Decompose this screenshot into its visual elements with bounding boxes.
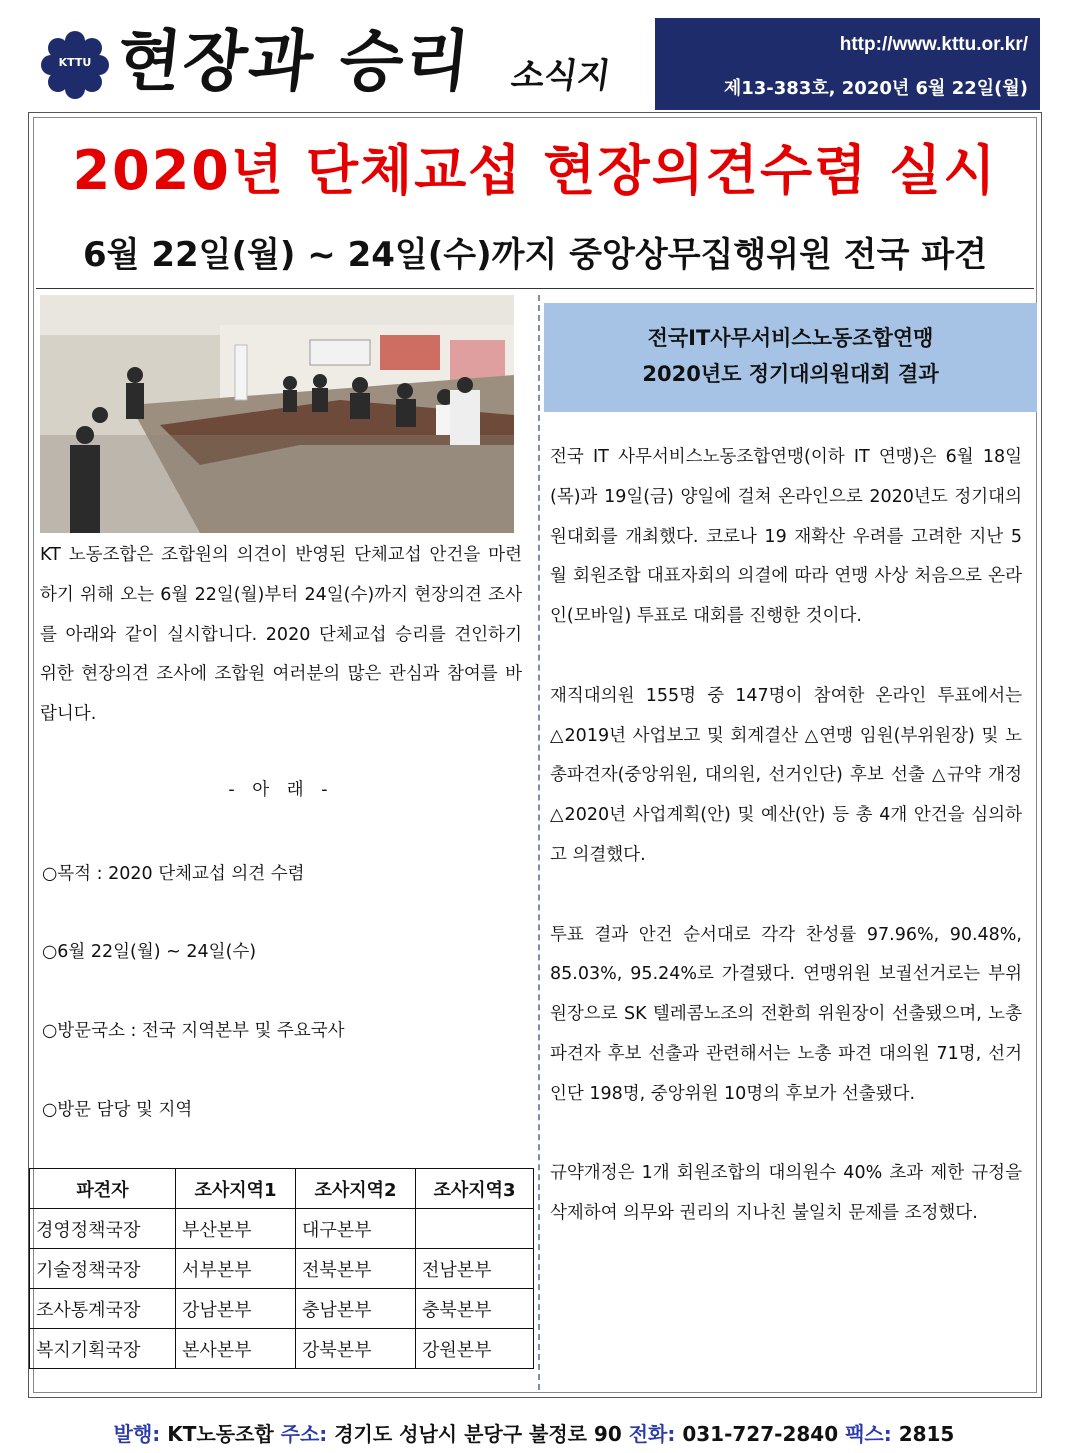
footer (0, 1418, 1068, 1447)
table-cell: 기술정책국장 (30, 1249, 176, 1289)
meeting-photo (40, 295, 514, 533)
table-cell: 복지기획국장 (30, 1329, 176, 1369)
column-header: 조사지역2 (296, 1169, 416, 1209)
article-body-left: KT 노동조합은 조합원의 의견이 반영된 단체교섭 안건을 마련하기 위해 오는 6월 22일(월)부터 24일(수)까지 현장의견 조사를 아래와 같이 실시합니다. 2020 단체교섭 승리를 견인하기 위한 현장의견 조사에 조합원 여러분의 많은 관심과 참여를 바랍니다. (40, 545, 522, 725)
table-cell: 충북본부 (416, 1289, 534, 1329)
website-link[interactable]: http://www.kttu.or.kr/ (839, 34, 1028, 55)
phone: 031-727-2840 (682, 1422, 839, 1446)
sidebar-title-line-2: 2020년도 정기대의원대회 결과 (642, 362, 939, 386)
table-header-row (30, 1169, 534, 1209)
publisher-label: 발행: (113, 1422, 161, 1446)
fax-label: 팩스: (845, 1422, 892, 1446)
table-cell: 부산본부 (176, 1209, 296, 1249)
paragraph: 투표 결과 안건 순서대로 각각 찬성률 97.96%, 90.48%, 85.03%, 95.24%로 가결됐다. 연맹위원 보궐선거로는 부위원장으로 SK 텔레콤노조의 전환희 위원장이 선출됐으며, 노총 파견자 후보 선출과 관련해서는 노총 파견 대의원 71명, 선거인단 198명, 중앙위원 10명의 후보가 선출됐다. (550, 924, 1022, 1104)
table-row (30, 1249, 534, 1289)
bullet-purpose: ○목적 : 2020 단체교섭 의견 수렴 (42, 864, 305, 884)
sidebar-article-title-box (544, 303, 1037, 412)
paragraph: 규약개정은 1개 회원조합의 대의원수 40% 초과 제한 규정을 삭제하여 의무와 권리의 지나친 불일치 문제를 조정했다. (550, 1163, 1022, 1224)
masthead (28, 8, 1042, 108)
divider (36, 288, 1034, 289)
column-header: 파견자 (30, 1169, 176, 1209)
column-header: 조사지역1 (176, 1169, 296, 1209)
newsletter-title: 현장과 승리 (113, 22, 476, 100)
section-marker: - 아 래 - (228, 780, 334, 800)
table-row (30, 1209, 534, 1249)
table-cell: 충남본부 (296, 1289, 416, 1329)
address-label: 주소: (280, 1422, 328, 1446)
fax: 2815 (898, 1422, 955, 1446)
column-divider (538, 295, 540, 1390)
table-cell: 대구본부 (296, 1209, 416, 1249)
table-cell: 서부본부 (176, 1249, 296, 1289)
table-cell (416, 1209, 534, 1249)
table-cell: 강남본부 (176, 1289, 296, 1329)
phone-label: 전화: (628, 1422, 676, 1446)
bullet-dates: ○6월 22일(월) ~ 24일(수) (42, 942, 257, 962)
issue-info-box (655, 18, 1040, 110)
paragraph: 재직대의원 155명 중 147명이 참여한 온라인 투표에서는 △2019년 사업보고 및 회계결산 △연맹 임원(부위원장) 및 노총파견자(중앙위원, 대의원, 선거인단) 후보 선출 △규약 개정 △2020년 사업계획(안) 및 예산(안) 등 총 4개 안건을 심의하고 의결했다. (550, 685, 1022, 865)
newsletter-subtitle: 소식지 (508, 56, 613, 96)
dispatch-table (29, 1168, 534, 1369)
subheadline: 6월 22일(월) ~ 24일(수)까지 중앙상무집행위원 전국 파견 (83, 235, 987, 275)
table-row (30, 1289, 534, 1329)
publisher: KT노동조합 (167, 1422, 274, 1446)
table-cell: 전남본부 (416, 1249, 534, 1289)
table-cell: 본사본부 (176, 1329, 296, 1369)
table-cell: 조사통계국장 (30, 1289, 176, 1329)
bullet-locations: ○방문국소 : 전국 지역본부 및 주요국사 (42, 1021, 345, 1041)
issue-number-date: 제13-383호, 2020년 6월 22일(월) (723, 78, 1028, 99)
table-cell: 경영정책국장 (30, 1209, 176, 1249)
column-header: 조사지역3 (416, 1169, 534, 1209)
table-row (30, 1329, 534, 1369)
table-cell: 강원본부 (416, 1329, 534, 1369)
sidebar-title-line-1: 전국IT사무서비스노동조합연맹 (647, 326, 934, 350)
table-cell: 강북본부 (296, 1329, 416, 1369)
address: 경기도 성남시 분당구 불정로 90 (334, 1422, 622, 1446)
headline: 2020년 단체교섭 현장의견수렴 실시 (72, 139, 998, 202)
table-cell: 전북본부 (296, 1249, 416, 1289)
bullet-assignments: ○방문 담당 및 지역 (42, 1100, 193, 1120)
paragraph: 전국 IT 사무서비스노동조합연맹(이하 IT 연맹)은 6월 18일(목)과 19일(금) 양일에 걸쳐 온라인으로 2020년도 정기대의원대회를 개최했다. 코로나 19 재확산 우려를 고려한 지난 5월 회원조합 대표자회의 의결에 따라 연맹 사상 처음으로 온라인(모바일) 투표로 대회를 진행한 것이다. (550, 447, 1022, 627)
logo-text: KTTU (58, 56, 92, 69)
article-body-right (550, 438, 1022, 1274)
